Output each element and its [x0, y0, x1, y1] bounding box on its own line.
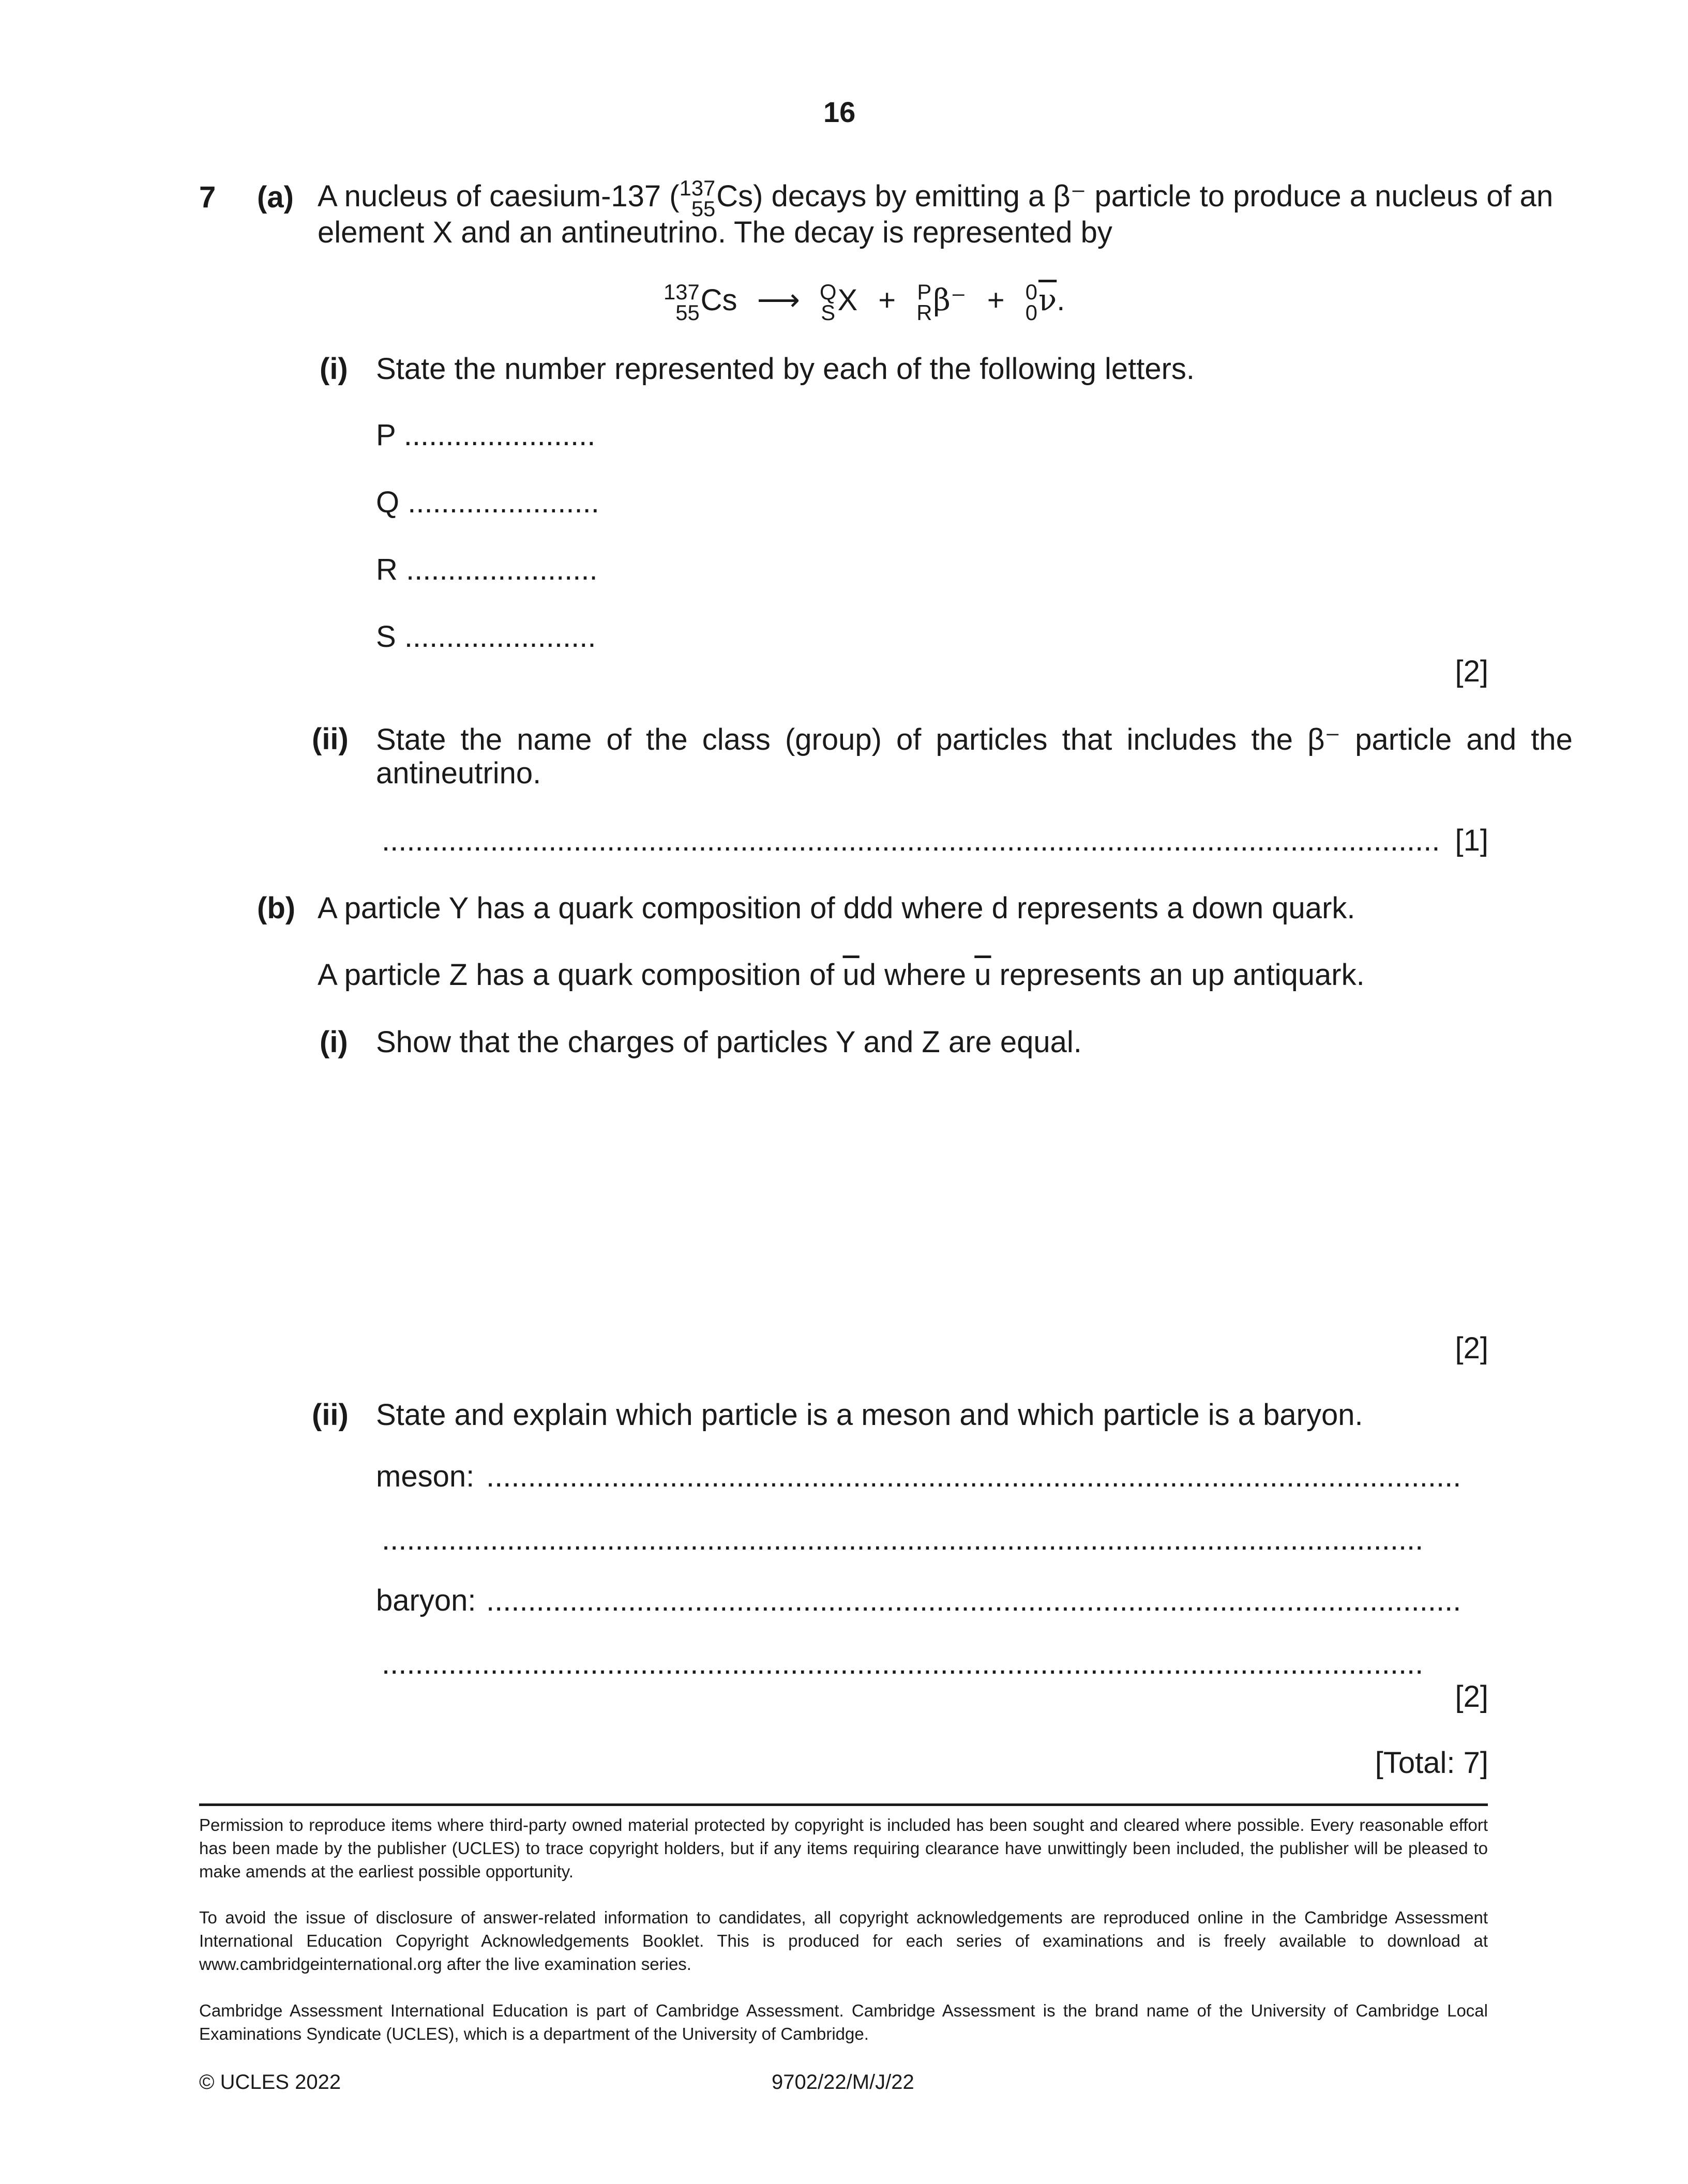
answer-line-p[interactable]: P .......................	[376, 418, 596, 452]
total-marks: [Total: 7]	[1375, 1746, 1488, 1780]
part-a-ii-label: (ii)	[312, 722, 349, 756]
decay-equation: 137 55 Cs ⟶ Q S X + P R β⁻ + 0 0 $\overline{\nu}$.	[664, 280, 1065, 325]
copyright: © UCLES 2022	[199, 2071, 341, 2094]
answer-line-q[interactable]: Q .......................	[376, 486, 599, 519]
part-a-ii-text-line2: antineutrino.	[376, 756, 541, 790]
answer-line-meson-1[interactable]: .....................................................................................................................	[486, 1460, 1461, 1493]
part-b-line1: A particle Y has a quark composition of ddd where d represents a down quark.	[318, 891, 1355, 925]
answer-line-baryon-2[interactable]: .............................................................................................................................	[382, 1647, 1424, 1680]
part-a-label: (a)	[257, 180, 294, 214]
meson-label: meson:	[376, 1460, 475, 1493]
answer-line-s[interactable]: S .......................	[376, 620, 596, 654]
marks-b-i: [2]	[1455, 1331, 1488, 1365]
part-b-label: (b)	[257, 891, 296, 925]
part-b-line2: A particle Z has a quark composition of $\overline{u}d$ where $\overline{u}$ represents an up antiquark.	[318, 958, 1365, 992]
baryon-label: baryon:	[376, 1584, 476, 1617]
part-a-intro-line2: element X and an antineutrino. The decay is represented by	[318, 216, 1112, 249]
marks-a-ii: [1]	[1455, 824, 1488, 857]
part-a-i-text: State the number represented by each of the following letters.	[376, 352, 1195, 386]
marks-b-ii: [2]	[1455, 1680, 1488, 1713]
part-a-ii-text-line1: State the name of the class (group) of particles that includes the β⁻ particle and the	[376, 723, 1573, 756]
question-number: 7	[199, 180, 216, 214]
part-b-ii-label: (ii)	[312, 1398, 349, 1432]
working-space-b-i[interactable]	[376, 1070, 1488, 1308]
footer-rule	[199, 1803, 1488, 1806]
answer-line-r[interactable]: R .......................	[376, 553, 598, 586]
paper-code: 9702/22/M/J/22	[772, 2071, 914, 2094]
cs-nuclide-inline: 137 55	[679, 176, 716, 221]
answer-line-baryon-1[interactable]: .....................................................................................................................	[486, 1584, 1461, 1617]
footer-cambridge: Cambridge Assessment International Education is part of Cambridge Assessment. Cambridge Assessment is the brand name of the University of Cambridge Local Examinations Syndicate (UCLES), which is a department of the University of Cambridge.	[199, 2001, 1488, 2043]
footer-acknowledgements: To avoid the issue of disclosure of answer-related information to candidates, all copyright acknowledgements are reproduced online in the Cambridge Assessment International Education Copyright Acknowledgements Booklet. This is produced for each series of examinations and is freely available to download at www.cambridgeinternational.org after the live examination series.	[199, 1908, 1488, 1974]
answer-line-a-ii[interactable]: ...............................................................................................................................	[382, 824, 1440, 857]
part-b-i-label: (i)	[320, 1025, 348, 1059]
footer-permission: Permission to reproduce items where third-party owned material protected by copyright is included has been sought and cleared where possible. Every reasonable effort has been made by the publisher (UCLES) to trace copyright holders, but if any items requiring clearance have unwittingly been included, the publisher will be pleased to make amends at the earliest possible opportunity.	[199, 1815, 1488, 1881]
page-number: 16	[823, 96, 856, 128]
part-b-i-text: Show that the charges of particles Y and Z are equal.	[376, 1025, 1082, 1059]
reaction-arrow: ⟶	[757, 283, 800, 317]
answer-line-meson-2[interactable]: .............................................................................................................................	[382, 1523, 1424, 1556]
part-a-intro-line1: A nucleus of caesium-137 ( 137 55 Cs) decays by emitting a β⁻ particle to produce a nucleus of an	[318, 176, 1554, 221]
marks-a-i: [2]	[1455, 655, 1488, 688]
part-b-ii-text: State and explain which particle is a meson and which particle is a baryon.	[376, 1398, 1363, 1432]
part-a-i-label: (i)	[320, 352, 348, 386]
